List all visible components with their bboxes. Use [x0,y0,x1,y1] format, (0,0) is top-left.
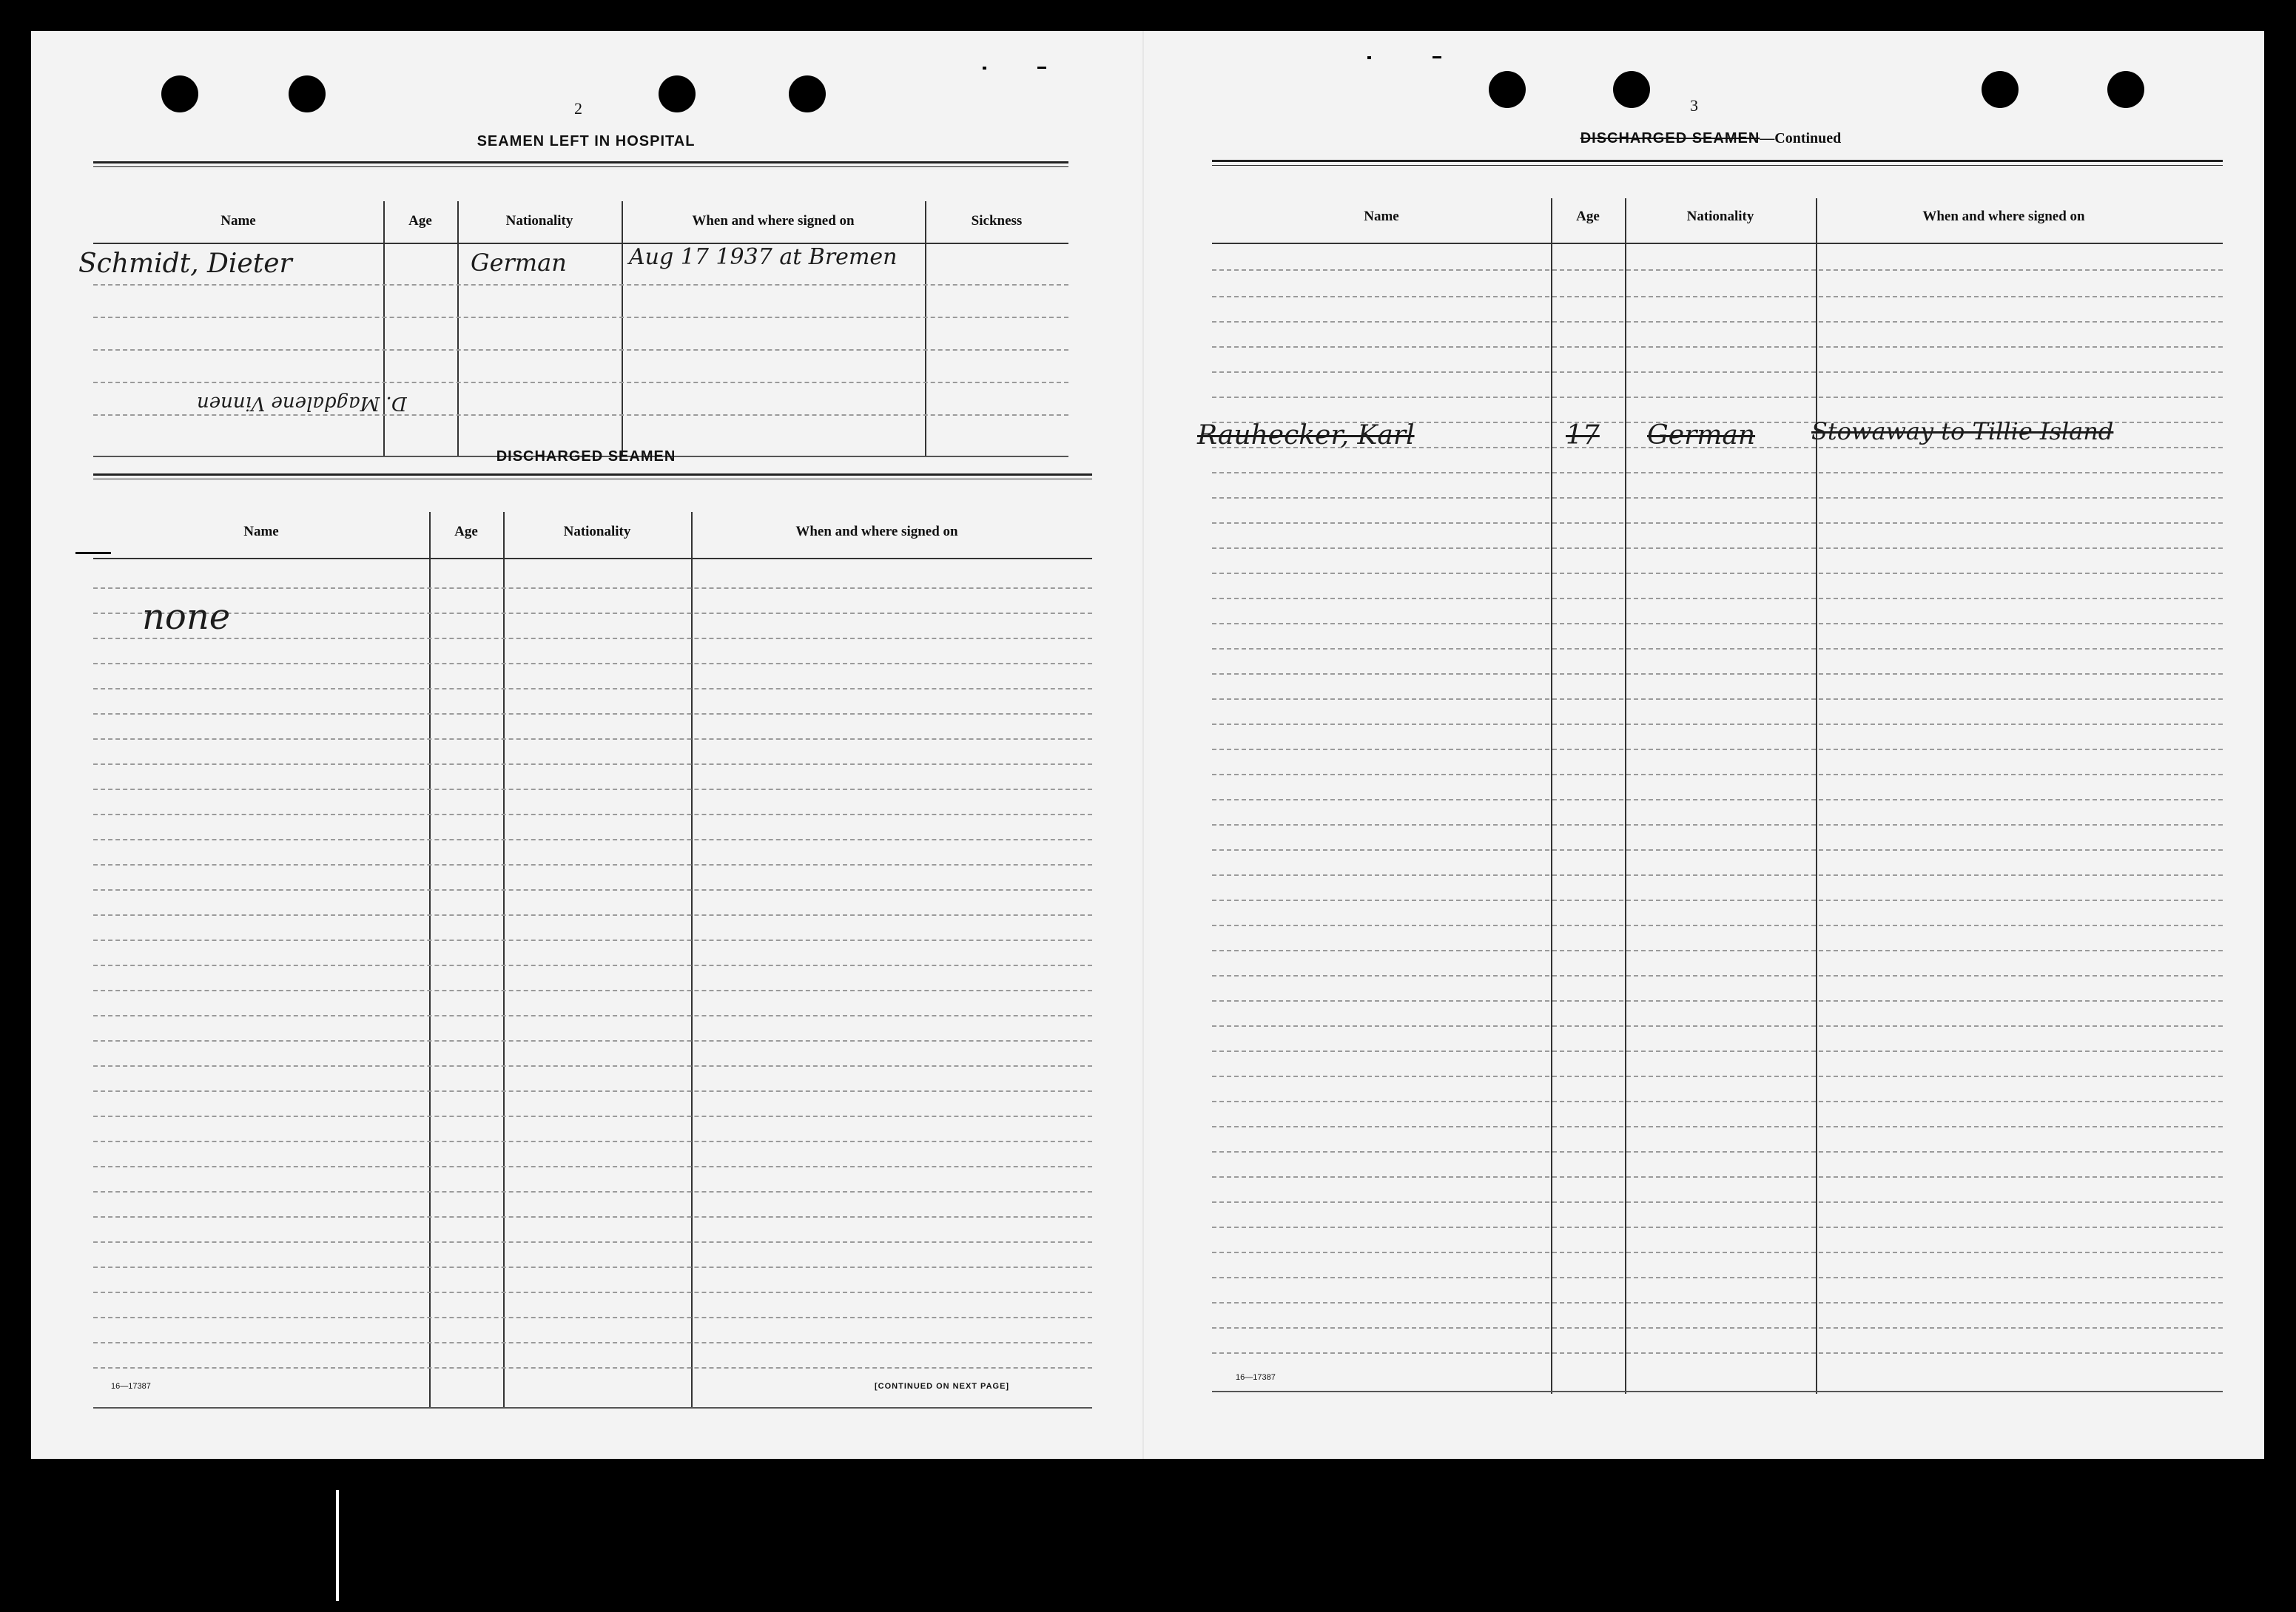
table-row [93,613,1092,614]
table-row [1212,1227,2223,1228]
bleed-through-text: D. Magdalene Vinnen [197,392,407,414]
table-row [1212,522,2223,524]
table-row [93,839,1092,840]
discharged-title-left: DISCHARGED SEAMEN [496,448,676,465]
table-row [1212,975,2223,977]
column-divider [457,201,459,457]
column-header-name: Name [220,213,256,229]
table-row [1212,1051,2223,1052]
table-bottom-rule [93,1407,1092,1409]
table-row [93,763,1092,765]
table-row [93,1317,1092,1318]
column-divider [503,512,505,1409]
header-bottom-rule [93,243,1068,244]
table-row [1212,269,2223,271]
table-row [93,382,1068,383]
punch-hole [1489,71,1526,108]
struck-entry-age: 17 [1566,420,1600,451]
table-row [1212,950,2223,951]
column-divider [1625,198,1626,1394]
continued-label: —Continued [1760,130,1842,146]
table-row [1212,673,2223,675]
punch-hole [1982,71,2019,108]
table-row [93,1065,1092,1067]
table-row [93,1166,1092,1167]
column-header-sickness: Sickness [971,213,1023,229]
punch-hole [659,75,696,112]
table-header-rule [93,473,1092,479]
page-fold [1142,31,1144,1459]
table-bottom-rule [1212,1391,2223,1392]
struck-entry-nationality: German [1647,420,1756,451]
table-row [1212,1176,2223,1178]
punch-hole [289,75,326,112]
punch-hole [161,75,198,112]
table-row [93,990,1092,991]
table-row [93,1267,1092,1268]
table-row [1212,1151,2223,1153]
table-row [1212,1352,2223,1354]
table-row [1212,321,2223,323]
table-row [93,814,1092,815]
struck-entry-name: Rauhecker, Karl [1197,420,1415,451]
table-row [1212,874,2223,876]
table-row [1212,1126,2223,1127]
table-row [1212,749,2223,750]
column-header-age: Age [408,213,432,229]
table-row [93,284,1068,286]
table-row [1212,925,2223,926]
column-divider [383,201,385,457]
handwritten-name: Schmidt, Dieter [78,249,292,279]
table-row [93,940,1092,941]
struck-entry-signed-on: Stowaway to Tillie Island [1811,417,2114,445]
table-row [93,1116,1092,1117]
header-bottom-rule [1212,243,2223,244]
table-row [93,663,1092,664]
table-row [93,1191,1092,1193]
table-row [93,738,1092,740]
scan-edge-mark [336,1490,339,1601]
margin-tick [75,552,111,554]
punch-hole [1613,71,1650,108]
table-row [93,1292,1092,1293]
table-row [93,789,1092,790]
table-row [93,1216,1092,1218]
table-row [1212,497,2223,499]
table-row [93,914,1092,916]
table-row [93,965,1092,966]
table-row [1212,1252,2223,1253]
table-row [1212,774,2223,775]
continued-note: [CONTINUED ON NEXT PAGE] [875,1382,1010,1391]
column-header-name: Name [243,524,279,539]
handwritten-nationality: German [471,249,567,277]
table-header-rule [93,161,1068,167]
discharged-table-right [1197,160,2223,1403]
column-header-signed-on: When and where signed on [1922,209,2085,224]
table-row [93,1342,1092,1343]
form-number-right: 16—17387 [1236,1373,1276,1382]
table-row [1212,623,2223,624]
table-row [93,688,1092,689]
table-header-rule [1212,160,2223,166]
table-row [1212,1076,2223,1077]
table-row [1212,371,2223,373]
table-row [93,317,1068,318]
table-row [93,864,1092,866]
table-row [93,713,1092,715]
table-row [1212,1000,2223,1002]
ink-speck [1367,56,1371,59]
ink-speck [1433,56,1441,58]
table-row [93,889,1092,891]
table-row [1212,724,2223,725]
table-row [1212,1277,2223,1278]
table-row [1212,849,2223,851]
punch-hole [2107,71,2144,108]
page-number-right: 3 [1690,96,1698,115]
form-number-left: 16—17387 [111,1382,151,1391]
table-row [1212,799,2223,800]
table-row [93,1141,1092,1142]
table-row [1212,573,2223,574]
table-row [93,587,1092,589]
column-divider [622,201,623,457]
table-row [1212,547,2223,549]
table-row [1212,1025,2223,1027]
table-row [1212,900,2223,901]
discharged-title-right [1215,130,2206,147]
discharged-table-left [93,473,1092,1420]
document-sheet [31,31,2264,1459]
column-divider [429,512,431,1409]
column-header-nationality: Nationality [563,524,631,539]
page-number-left: 2 [574,99,582,118]
handwritten-none: none [142,596,231,638]
column-header-nationality: Nationality [505,213,573,229]
column-header-age: Age [1576,209,1600,224]
ink-speck [983,67,986,70]
table-row [93,1241,1092,1243]
column-header-signed-on: When and where signed on [692,213,855,229]
table-row [1212,346,2223,348]
table-row [93,638,1092,639]
ink-speck [1037,67,1046,69]
table-row [1212,1101,2223,1102]
column-header-age: Age [454,524,478,539]
table-row [93,1040,1092,1042]
table-row [1212,698,2223,700]
table-row [93,1090,1092,1092]
table-row [1212,1327,2223,1329]
table-row [1212,648,2223,650]
column-divider [691,512,693,1409]
punch-hole [789,75,826,112]
table-row [93,1015,1092,1016]
struck-title: DISCHARGED SEAMEN [1580,130,1760,146]
hospital-title: SEAMEN LEFT IN HOSPITAL [477,133,696,149]
header-bottom-rule [93,558,1092,559]
table-row [1212,397,2223,398]
column-divider [925,201,926,457]
handwritten-signed-on: Aug 17 1937 at Bremen [629,244,898,270]
table-row [93,414,1068,416]
column-divider [1551,198,1552,1394]
table-row [1212,1302,2223,1304]
table-row [1212,824,2223,826]
column-divider [1816,198,1817,1394]
column-header-nationality: Nationality [1686,209,1754,224]
column-header-name: Name [1364,209,1399,224]
table-row [93,349,1068,351]
table-row [1212,598,2223,599]
table-row [1212,296,2223,297]
table-row [1212,1201,2223,1203]
table-row [1212,472,2223,473]
hospital-table [78,161,1068,457]
table-row [93,1367,1092,1369]
column-header-signed-on: When and where signed on [795,524,958,539]
